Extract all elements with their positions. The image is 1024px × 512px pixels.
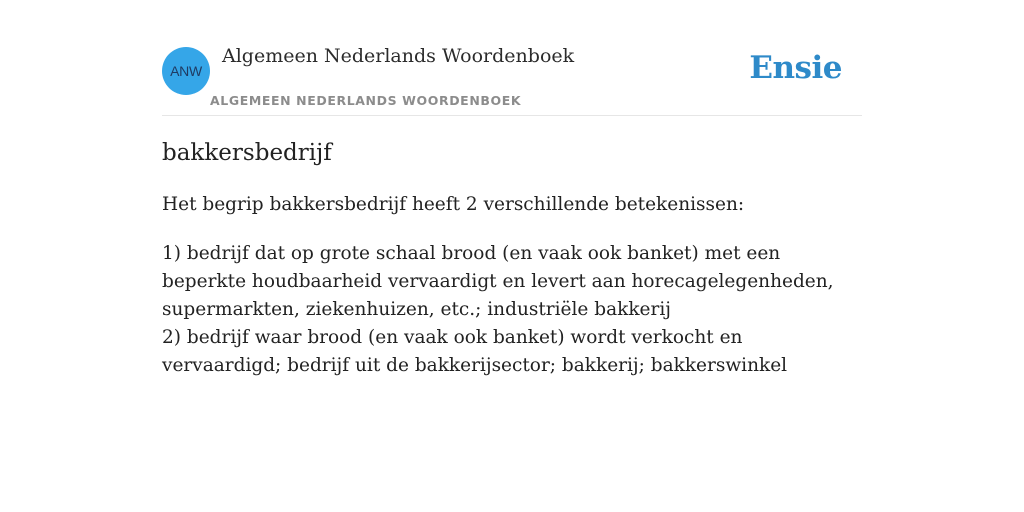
entry-term: bakkersbedrijf — [162, 140, 332, 166]
source-header — [162, 0, 862, 116]
entry-intro: Het begrip bakkersbedrijf heeft 2 verschillende betekenissen: — [162, 194, 745, 215]
meanings-list — [162, 240, 867, 380]
anw-logo[interactable] — [162, 47, 210, 95]
source-title[interactable]: Algemeen Nederlands Woordenboek — [222, 45, 575, 67]
source-subtitle: ALGEMEEN NEDERLANDS WOORDENBOEK — [210, 93, 522, 108]
meaning-2: 2) bedrijf waar brood (en vaak ook banket) wordt verkocht en vervaardigd; bedrijf uit de bakkerijsector; bakkerij; bakkerswinkel — [162, 327, 788, 376]
meaning-1: 1) bedrijf dat op grote schaal brood (en vaak ook banket) met een beperkte houdbaarheid vervaardigt en levert aan horecagelegenheden, supermarkten, ziekenhuizen, etc.; industriële bakkerij — [162, 243, 834, 320]
logo-text: ANW — [170, 63, 202, 79]
entry-container — [162, 0, 862, 376]
ensie-brand-logo[interactable]: Ensie — [749, 50, 842, 86]
